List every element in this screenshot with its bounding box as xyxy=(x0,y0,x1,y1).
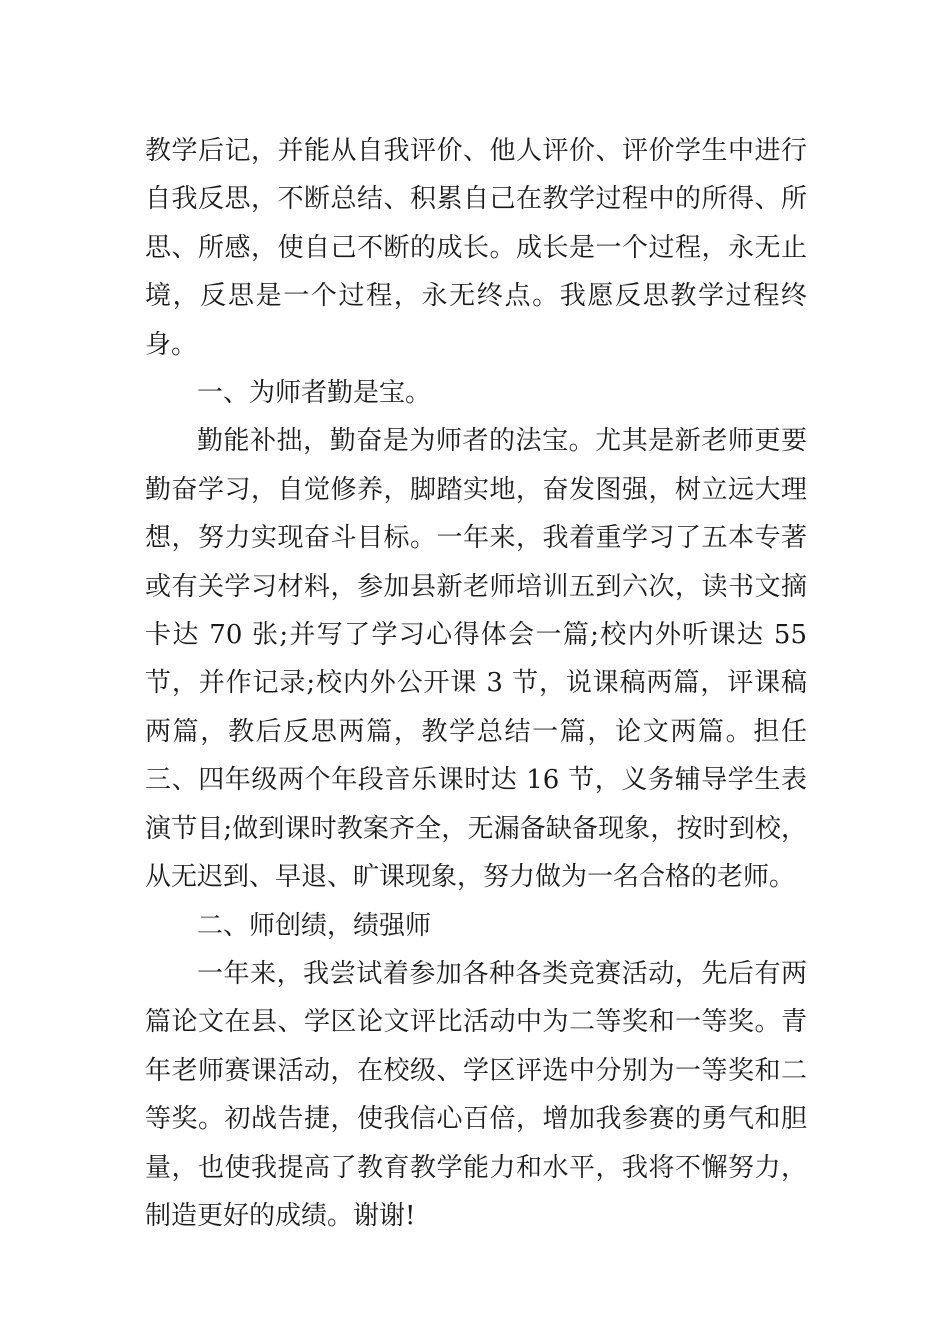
paragraph-diligence: 勤能补拙，勤奋是为师者的法宝。尤其是新老师更要勤奋学习，自觉修养，脚踏实地，奋发图强，树立远大理想，努力实现奋斗目标。一年来，我着重学习了五本专著或有关学习材料，参加县新老师培训五到六次，读书文摘卡达 70 张;并写了学习心得体会一篇;校内外听课达 55 节，并作记录;校内外公开课 3 节，说课稿两篇，评课稿两篇，教后反思两篇，教学总结一篇，论文两篇。担任三、四年级两个年段音乐课时达 16 节，义务辅导学生表演节目;做到课时教案齐全，无漏备缺备现象，按时到校，从无迟到、早退、旷课现象，努力做为一名合格的老师。 xyxy=(145,426,807,893)
paragraph-achievements: 一年来，我尝试着参加各种各类竞赛活动，先后有两篇论文在县、学区论文评比活动中为二等奖和一等奖。青年老师赛课活动，在校级、学区评选中分别为一等奖和二等奖。初战告捷，使我信心百倍，增加我参赛的勇气和胆量，也使我提高了教育教学能力和水平，我将不懈努力，制造更好的成绩。谢谢! xyxy=(145,958,807,1231)
section-heading-achievements: 二、师创绩，绩强师 xyxy=(197,910,432,941)
paragraph-continued-reflection: 教学后记，并能从自我评价、他人评价、评价学生中进行自我反思，不断总结、积累自己在教学过程中的所得、所思、所感，使自己不断的成长。成长是一个过程，永无止境，反思是一个过程，永无终点。我愿反思教学过程终身。 xyxy=(145,136,807,360)
section-heading-diligence: 一、为师者勤是宝。 xyxy=(197,378,432,409)
document-body xyxy=(145,127,807,1240)
